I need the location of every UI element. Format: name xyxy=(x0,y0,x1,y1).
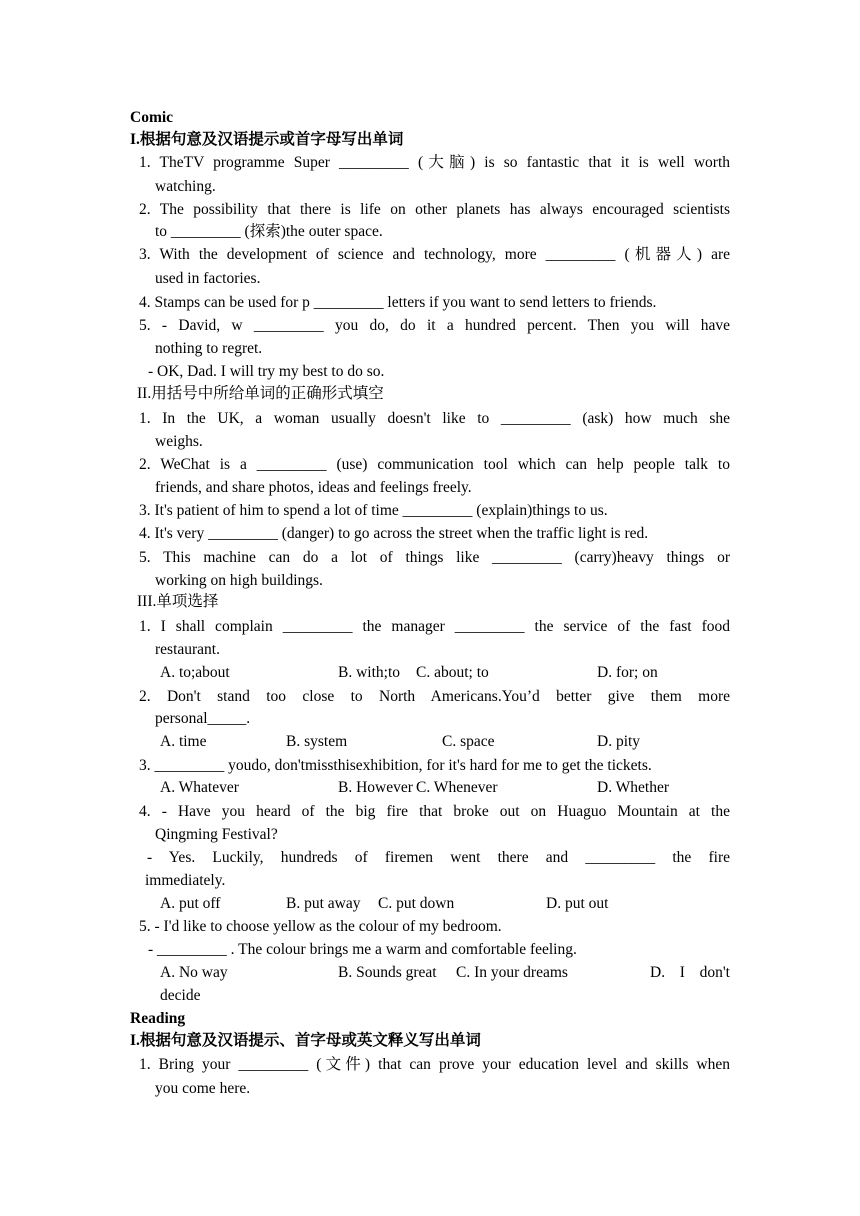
question-line: 1. TheTV programme Super _________ (大脑) is so fantastic that it is well worth xyxy=(139,154,730,171)
comic-heading: Comic xyxy=(130,109,174,126)
option-a: A. time xyxy=(160,733,207,750)
question-line: 3. _________ youdo, don'tmissthisexhibition, for it's hard for me to get the tickets. xyxy=(139,757,652,774)
question-line: 4. - Have you heard of the big fire that broke out on Huaguo Mountain at the xyxy=(139,803,730,820)
question-line: friends, and share photos, ideas and feelings freely. xyxy=(155,479,472,496)
question-line: 2. WeChat is a _________ (use) communication tool which can help people talk to xyxy=(139,456,730,473)
option-c: C. Whenever xyxy=(416,779,498,796)
option-c: C. about; to xyxy=(416,664,489,681)
question-line: 5. This machine can do a lot of things like _________ (carry)heavy things or xyxy=(139,549,730,566)
option-d: D. Whether xyxy=(597,779,670,796)
question-line: 4. Stamps can be used for p _________ letters if you want to send letters to friends. xyxy=(139,294,657,311)
option-a: A. No way xyxy=(160,964,228,981)
question-line: weighs. xyxy=(155,433,203,450)
question-line: 3. With the development of science and technology, more _________ (机器人) are xyxy=(139,246,730,263)
section-title-1: I.根据句意及汉语提示或首字母写出单词 xyxy=(130,131,404,148)
question-line: - OK, Dad. I will try my best to do so. xyxy=(148,363,385,380)
option-d-continued: decide xyxy=(160,987,201,1004)
question-line: 4. It's very _________ (danger) to go across the street when the traffic light is red. xyxy=(139,525,649,542)
option-a: A. Whatever xyxy=(160,779,239,796)
question-line: - Yes. Luckily, hundreds of firemen went there and _________ the fire xyxy=(147,849,730,866)
question-line: to _________ (探索)the outer space. xyxy=(155,223,383,240)
question-line: you come here. xyxy=(155,1080,251,1097)
question-line: Qingming Festival? xyxy=(155,826,278,843)
option-c: C. In your dreams xyxy=(456,964,568,981)
option-a: A. to;about xyxy=(160,664,230,681)
option-c: C. space xyxy=(442,733,495,750)
section-title-3: III.单项选择 xyxy=(137,593,219,610)
option-d: D. pity xyxy=(597,733,641,750)
question-line: 5. - I'd like to choose yellow as the colour of my bedroom. xyxy=(139,918,502,935)
question-line: 5. - David, w _________ you do, do it a hundred percent. Then you will have xyxy=(139,317,730,334)
option-d: D. I don't xyxy=(650,964,730,981)
question-line: 1. Bring your _________ (文件) that can prove your education level and skills when xyxy=(139,1056,730,1073)
question-line: 1. In the UK, a woman usually doesn't like to _________ (ask) how much she xyxy=(139,410,730,427)
question-line: working on high buildings. xyxy=(155,572,323,589)
option-a: A. put off xyxy=(160,895,221,912)
option-d: D. put out xyxy=(546,895,609,912)
section-title-reading-1: I.根据句意及汉语提示、首字母或英文释义写出单词 xyxy=(130,1032,481,1049)
answer-options xyxy=(0,662,860,684)
question-line: 2. Don't stand too close to North Americans.You’d better give them more xyxy=(139,688,730,705)
question-line: - _________ . The colour brings me a warm and comfortable feeling. xyxy=(148,941,577,958)
question-line: watching. xyxy=(155,178,216,195)
question-line: used in factories. xyxy=(155,270,261,287)
answer-options xyxy=(0,731,860,753)
option-b: B. Sounds great xyxy=(338,964,437,981)
answer-options xyxy=(0,893,860,915)
question-line: personal_____. xyxy=(155,710,251,727)
question-line: 2. The possibility that there is life on other planets has always encouraged scientists xyxy=(139,201,730,218)
reading-heading: Reading xyxy=(130,1010,186,1027)
option-b: B. However xyxy=(338,779,413,796)
question-line: 1. I shall complain _________ the manager _________ the service of the fast food xyxy=(139,618,730,635)
answer-options xyxy=(0,962,860,984)
question-line: nothing to regret. xyxy=(155,340,263,357)
option-d: D. for; on xyxy=(597,664,658,681)
option-b: B. put away xyxy=(286,895,361,912)
answer-options xyxy=(0,777,860,799)
option-c: C. put down xyxy=(378,895,455,912)
section-title-2: II.用括号中所给单词的正确形式填空 xyxy=(137,385,384,402)
question-line: restaurant. xyxy=(155,641,220,658)
option-b: B. system xyxy=(286,733,348,750)
option-b: B. with;to xyxy=(338,664,401,681)
question-line: 3. It's patient of him to spend a lot of time _________ (explain)things to us. xyxy=(139,502,608,519)
question-line: immediately. xyxy=(145,872,226,889)
